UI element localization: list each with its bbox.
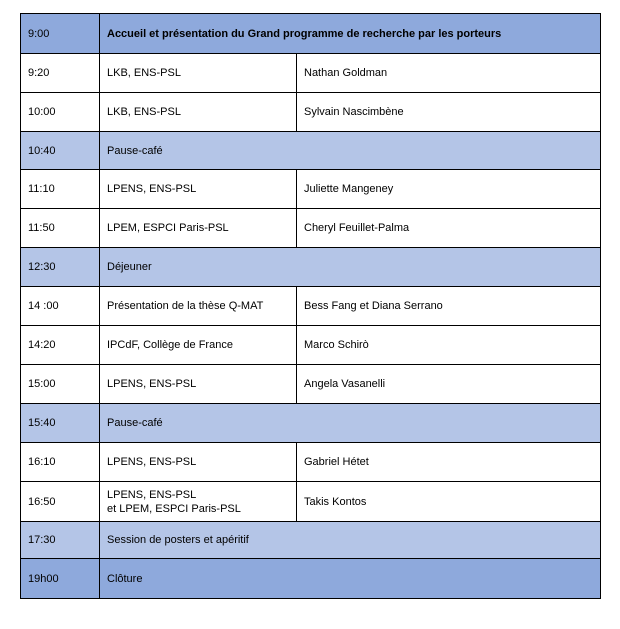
lab-cell: LKB, ENS-PSL <box>100 93 297 132</box>
break-label: Pause-café <box>100 404 601 443</box>
time-cell: 15:00 <box>21 365 100 404</box>
time-cell: 11:50 <box>21 209 100 248</box>
schedule-row-posters <box>21 522 601 559</box>
time-cell: 9:20 <box>21 54 100 93</box>
speaker-cell: Nathan Goldman <box>297 54 601 93</box>
schedule-row-talk <box>21 365 601 404</box>
lab-cell: LPENS, ENS-PSL et LPEM, ESPCI Paris-PSL <box>100 482 297 522</box>
time-cell: 16:10 <box>21 443 100 482</box>
schedule-row-talk <box>21 170 601 209</box>
time-cell: 11:10 <box>21 170 100 209</box>
speaker-cell: Cheryl Feuillet-Palma <box>297 209 601 248</box>
schedule-row-talk <box>21 287 601 326</box>
schedule-row-talk <box>21 93 601 132</box>
schedule-row-talk <box>21 54 601 93</box>
schedule-row-talk <box>21 209 601 248</box>
time-cell: 14:20 <box>21 326 100 365</box>
schedule-row-break <box>21 404 601 443</box>
lab-cell: IPCdF, Collège de France <box>100 326 297 365</box>
time-cell: 16:50 <box>21 482 100 522</box>
schedule-row-opening <box>21 14 601 54</box>
speaker-cell: Marco Schirò <box>297 326 601 365</box>
schedule-table <box>20 13 601 599</box>
schedule-row-talk <box>21 482 601 522</box>
time-cell: 15:40 <box>21 404 100 443</box>
schedule-row-closing <box>21 559 601 599</box>
break-label: Déjeuner <box>100 248 601 287</box>
speaker-cell: Sylvain Nascimbène <box>297 93 601 132</box>
time-cell: 10:40 <box>21 132 100 170</box>
time-cell: 17:30 <box>21 522 100 559</box>
schedule-row-talk <box>21 326 601 365</box>
schedule-row-break <box>21 248 601 287</box>
speaker-cell: Juliette Mangeney <box>297 170 601 209</box>
schedule-row-break <box>21 132 601 170</box>
lab-cell: Présentation de la thèse Q-MAT <box>100 287 297 326</box>
speaker-cell: Bess Fang et Diana Serrano <box>297 287 601 326</box>
lab-cell: LPENS, ENS-PSL <box>100 170 297 209</box>
time-cell: 12:30 <box>21 248 100 287</box>
lab-cell: LKB, ENS-PSL <box>100 54 297 93</box>
session-title: Accueil et présentation du Grand programme de recherche par les porteurs <box>100 14 601 54</box>
lab-cell: LPENS, ENS-PSL <box>100 365 297 404</box>
speaker-cell: Takis Kontos <box>297 482 601 522</box>
lab-cell: LPEM, ESPCI Paris-PSL <box>100 209 297 248</box>
schedule-row-talk <box>21 443 601 482</box>
closing-label: Clôture <box>100 559 601 599</box>
time-cell: 10:00 <box>21 93 100 132</box>
session-label: Session de posters et apéritif <box>100 522 601 559</box>
time-cell: 14 :00 <box>21 287 100 326</box>
break-label: Pause-café <box>100 132 601 170</box>
time-cell: 9:00 <box>21 14 100 54</box>
lab-cell: LPENS, ENS-PSL <box>100 443 297 482</box>
speaker-cell: Angela Vasanelli <box>297 365 601 404</box>
speaker-cell: Gabriel Hétet <box>297 443 601 482</box>
time-cell: 19h00 <box>21 559 100 599</box>
